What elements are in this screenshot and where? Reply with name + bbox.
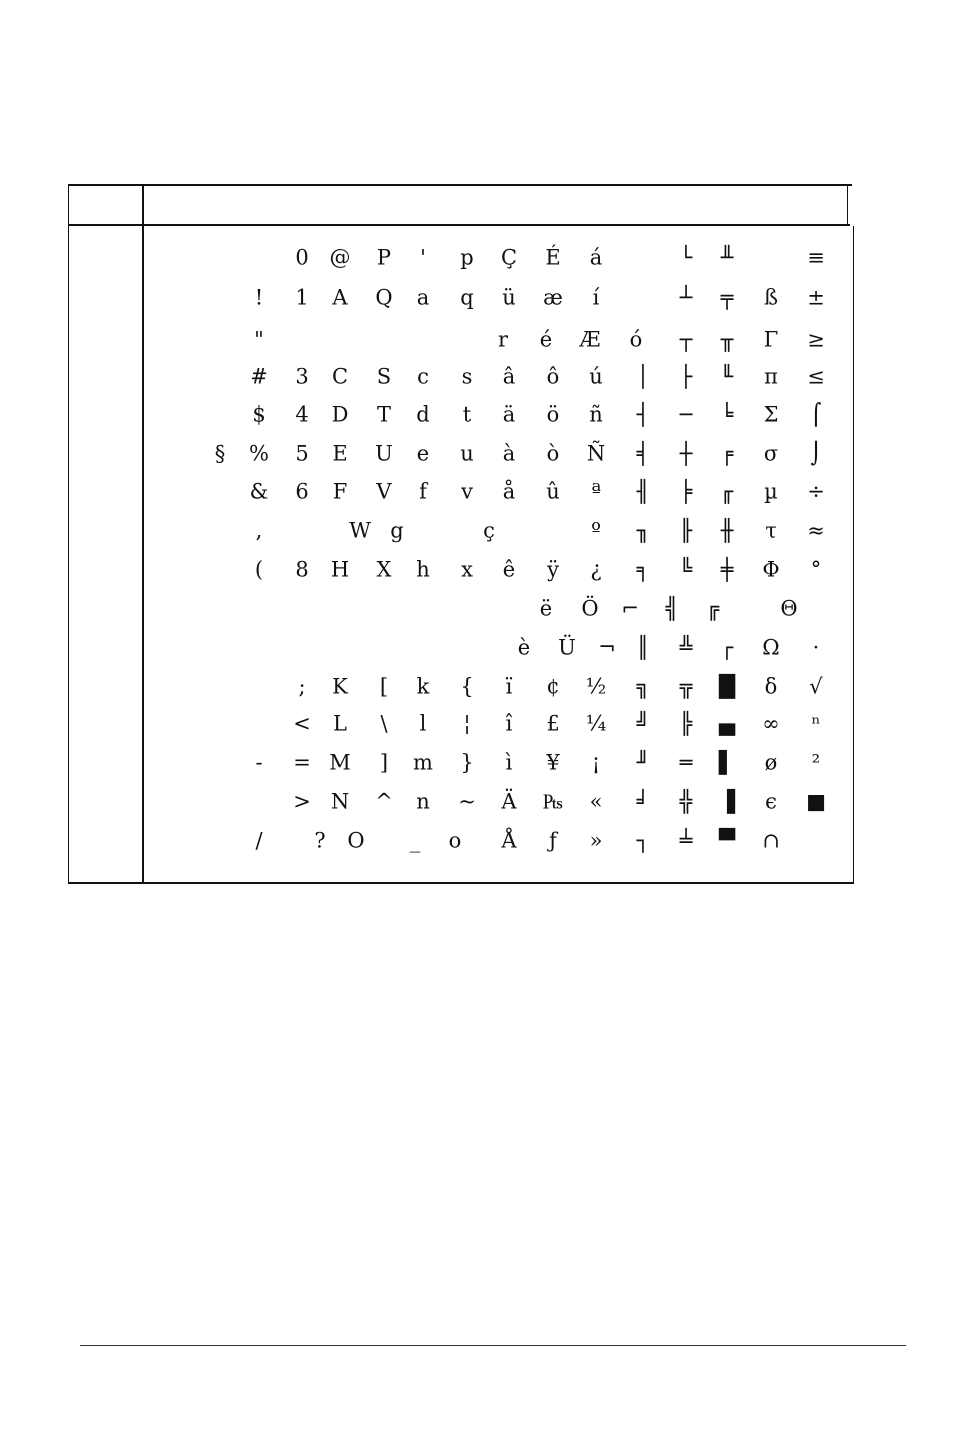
column-divider xyxy=(142,184,144,884)
character-cell: Φ xyxy=(762,557,780,582)
character-cell: ¿ xyxy=(590,557,602,582)
character-cell: } xyxy=(460,750,474,775)
character-cell: ╪ xyxy=(720,557,734,582)
character-cell: ├ xyxy=(679,364,693,389)
character-cell: ╥ xyxy=(720,327,734,352)
character-cell: ! xyxy=(254,285,264,310)
character-cell: ö xyxy=(546,402,560,427)
character-cell: ⌐ xyxy=(621,596,639,621)
character-cell: ║ xyxy=(636,635,650,660)
character-cell: ═ xyxy=(679,750,693,775)
character-cell: ê xyxy=(502,557,516,582)
character-cell: » xyxy=(589,828,603,853)
character-cell: V xyxy=(376,479,392,504)
character-cell: ± xyxy=(807,285,825,310)
table-right-border-bottom xyxy=(853,226,854,884)
table-bottom-border xyxy=(68,882,854,884)
character-cell: ≈ xyxy=(807,518,825,543)
character-cell: ┼ xyxy=(679,441,693,466)
character-cell: ╤ xyxy=(720,285,734,310)
character-cell: ╡ xyxy=(636,441,650,466)
character-cell: █ xyxy=(718,674,736,699)
character-cell: É xyxy=(545,245,561,270)
character-cell: ╕ xyxy=(636,557,650,582)
character-cell: D xyxy=(331,402,349,427)
character-cell: u xyxy=(460,441,474,466)
character-cell: 6 xyxy=(295,479,309,504)
character-cell: 4 xyxy=(295,402,309,427)
character-cell: ƒ xyxy=(549,828,557,853)
character-cell: ÿ xyxy=(547,557,559,582)
table-right-border-top xyxy=(847,184,848,226)
character-cell: ; xyxy=(298,674,306,699)
character-cell: t xyxy=(462,402,472,427)
header-divider xyxy=(68,224,850,226)
character-cell: ¼ xyxy=(585,711,607,736)
character-cell: ╓ xyxy=(720,479,734,504)
character-cell: Ö xyxy=(581,596,599,621)
character-cell: n xyxy=(416,789,430,814)
character-cell: ╦ xyxy=(679,674,693,699)
character-cell: M xyxy=(329,750,351,775)
character-cell: e xyxy=(416,441,430,466)
character-cell: Ñ xyxy=(586,441,606,466)
character-cell: - xyxy=(255,750,263,775)
character-cell: ╣ xyxy=(665,596,679,621)
character-cell: 3 xyxy=(295,364,309,389)
character-cell: ╫ xyxy=(720,518,734,543)
table-top-border xyxy=(68,184,852,186)
character-cell: ï xyxy=(505,674,513,699)
character-cell: P xyxy=(376,245,392,270)
character-cell: ⁿ xyxy=(811,711,821,736)
character-cell: ■ xyxy=(806,789,826,814)
table-left-border xyxy=(68,184,69,884)
character-cell: ╜ xyxy=(636,750,650,775)
character-cell: ¦ xyxy=(463,711,471,736)
character-cell: │ xyxy=(636,364,650,389)
character-cell: Ω xyxy=(762,635,780,660)
character-cell: ╚ xyxy=(679,557,693,582)
character-cell: ] xyxy=(379,750,389,775)
character-cell: ^ xyxy=(375,789,393,814)
character-cell: { xyxy=(460,674,474,699)
character-cell: 0 xyxy=(295,245,309,270)
character-cell: ° xyxy=(810,557,822,582)
character-cell: § xyxy=(214,441,226,466)
character-cell: / xyxy=(255,828,263,853)
character-cell: l xyxy=(419,711,427,736)
character-cell: ß xyxy=(763,285,779,310)
character-cell: ( xyxy=(254,557,264,582)
character-cell: s xyxy=(461,364,473,389)
character-cell: k xyxy=(416,674,430,699)
character-cell: ╒ xyxy=(720,441,734,466)
character-cell: ╨ xyxy=(720,245,734,270)
character-cell: Γ xyxy=(763,327,779,352)
character-cell: g xyxy=(390,518,404,543)
character-cell: ▐ xyxy=(718,789,736,814)
character-cell: S xyxy=(376,364,392,389)
character-cell: W xyxy=(349,518,371,543)
character-cell: ¡ xyxy=(591,750,601,775)
character-cell: « xyxy=(589,789,603,814)
character-cell: T xyxy=(376,402,392,427)
character-cell: δ xyxy=(764,674,778,699)
character-cell: h xyxy=(416,557,430,582)
character-cell: a xyxy=(416,285,430,310)
character-cell: Σ xyxy=(763,402,779,427)
character-cell: L xyxy=(333,711,347,736)
character-cell: ┐ xyxy=(636,828,650,853)
character-cell: Ü xyxy=(558,635,576,660)
character-cell: ▄ xyxy=(718,711,736,736)
character-cell: · xyxy=(812,635,820,660)
character-cell: ¬ xyxy=(598,635,616,660)
character-cell: ô xyxy=(546,364,560,389)
character-cell: $ xyxy=(252,402,266,427)
character-cell: ─ xyxy=(679,402,693,427)
footer-rule xyxy=(80,1345,906,1346)
character-cell: ì xyxy=(505,750,513,775)
character-cell: ª xyxy=(591,479,601,504)
character-cell: < xyxy=(293,711,311,736)
character-cell: ç xyxy=(483,518,495,543)
character-cell: # xyxy=(250,364,268,389)
character-cell: ⌡ xyxy=(810,441,822,466)
character-cell: µ xyxy=(764,479,778,504)
character-cell: Q xyxy=(375,285,393,310)
character-cell: ╧ xyxy=(679,828,693,853)
character-cell: p xyxy=(460,245,474,270)
character-cell: ▀ xyxy=(718,828,736,853)
character-cell: ' xyxy=(420,245,426,270)
character-cell: π xyxy=(764,364,778,389)
character-cell: ≡ xyxy=(807,245,825,270)
character-cell: ╝ xyxy=(636,711,650,736)
character-cell: ╟ xyxy=(679,518,693,543)
character-cell: ╢ xyxy=(636,479,650,504)
character-cell: E xyxy=(332,441,348,466)
character-cell: ╙ xyxy=(720,364,734,389)
character-cell: ² xyxy=(811,750,821,775)
character-cell: û xyxy=(546,479,560,504)
character-cell: [ xyxy=(379,674,389,699)
character-cell: ¢ xyxy=(546,674,560,699)
character-cell: é xyxy=(539,327,553,352)
character-cell: o xyxy=(448,828,462,853)
character-cell: ú xyxy=(589,364,603,389)
character-cell: ┴ xyxy=(679,285,693,310)
character-cell: º xyxy=(591,518,601,543)
character-cell: & xyxy=(249,479,269,504)
character-cell: d xyxy=(416,402,430,427)
character-cell: à xyxy=(502,441,516,466)
character-cell: m xyxy=(413,750,433,775)
character-cell: Å xyxy=(501,828,517,853)
character-cell: f xyxy=(419,479,427,504)
character-cell: ü xyxy=(502,285,516,310)
character-cell: ╛ xyxy=(636,789,650,814)
character-cell: Æ xyxy=(579,327,601,352)
character-cell: F xyxy=(332,479,348,504)
character-cell: Ä xyxy=(501,789,517,814)
character-cell: ┤ xyxy=(636,402,650,427)
character-cell: â xyxy=(502,364,516,389)
character-cell: X xyxy=(376,557,392,582)
character-cell: ó xyxy=(629,327,643,352)
character-cell: U xyxy=(375,441,393,466)
character-cell: ? xyxy=(314,828,326,853)
character-cell: K xyxy=(332,674,348,699)
character-cell: c xyxy=(417,364,429,389)
character-cell: ╩ xyxy=(679,635,693,660)
character-cell: \ xyxy=(380,711,388,736)
character-cell: ≤ xyxy=(807,364,825,389)
character-cell: Θ xyxy=(780,596,798,621)
character-cell: τ xyxy=(765,518,777,543)
character-cell: ╠ xyxy=(679,711,693,736)
character-cell: C xyxy=(331,364,349,389)
character-cell: ⌠ xyxy=(810,402,822,427)
character-cell: ▌ xyxy=(718,750,736,775)
character-cell: è xyxy=(517,635,531,660)
character-cell: 1 xyxy=(295,285,309,310)
character-cell: q xyxy=(460,285,474,310)
character-cell: └ xyxy=(679,245,693,270)
character-cell: % xyxy=(249,441,269,466)
character-cell: _ xyxy=(409,828,421,853)
character-cell: > xyxy=(293,789,311,814)
character-cell: ñ xyxy=(589,402,603,427)
character-cell: ╘ xyxy=(720,402,734,427)
character-cell: æ xyxy=(543,285,563,310)
character-cell: 8 xyxy=(295,557,309,582)
character-cell: ÷ xyxy=(807,479,825,504)
character-cell: ø xyxy=(764,750,778,775)
character-cell: ½ xyxy=(585,674,607,699)
character-cell: ₧ xyxy=(542,789,564,814)
character-cell: ∩ xyxy=(762,828,780,853)
character-cell: ϵ xyxy=(765,789,777,814)
character-cell: O xyxy=(347,828,365,853)
character-cell: ╬ xyxy=(679,789,693,814)
character-cell: ¥ xyxy=(546,750,560,775)
character-cell: ∞ xyxy=(762,711,780,736)
character-cell: 5 xyxy=(295,441,309,466)
character-cell: r xyxy=(497,327,509,352)
character-cell: x xyxy=(461,557,473,582)
character-cell: ┌ xyxy=(720,635,734,660)
character-cell: ╞ xyxy=(679,479,693,504)
character-cell: ë xyxy=(539,596,553,621)
character-cell: H xyxy=(330,557,350,582)
character-cell: @ xyxy=(329,245,351,270)
character-cell: î xyxy=(505,711,513,736)
character-cell: N xyxy=(330,789,350,814)
character-cell: í xyxy=(592,285,600,310)
character-cell: ┬ xyxy=(679,327,693,352)
character-cell: ╗ xyxy=(636,674,650,699)
character-cell: å xyxy=(502,479,516,504)
character-cell: á xyxy=(589,245,603,270)
character-cell: σ xyxy=(763,441,779,466)
character-cell: ò xyxy=(546,441,560,466)
character-cell: , xyxy=(255,518,263,543)
character-cell: £ xyxy=(546,711,560,736)
character-cell: A xyxy=(332,285,348,310)
character-cell: Ç xyxy=(500,245,518,270)
character-cell: √ xyxy=(809,674,823,699)
character-cell: ╖ xyxy=(636,518,650,543)
character-cell: ~ xyxy=(458,789,476,814)
character-cell: ≥ xyxy=(807,327,825,352)
character-cell: ╔ xyxy=(706,596,720,621)
character-cell: = xyxy=(293,750,311,775)
character-cell: ä xyxy=(502,402,516,427)
character-cell: v xyxy=(461,479,473,504)
character-cell: " xyxy=(254,327,264,352)
